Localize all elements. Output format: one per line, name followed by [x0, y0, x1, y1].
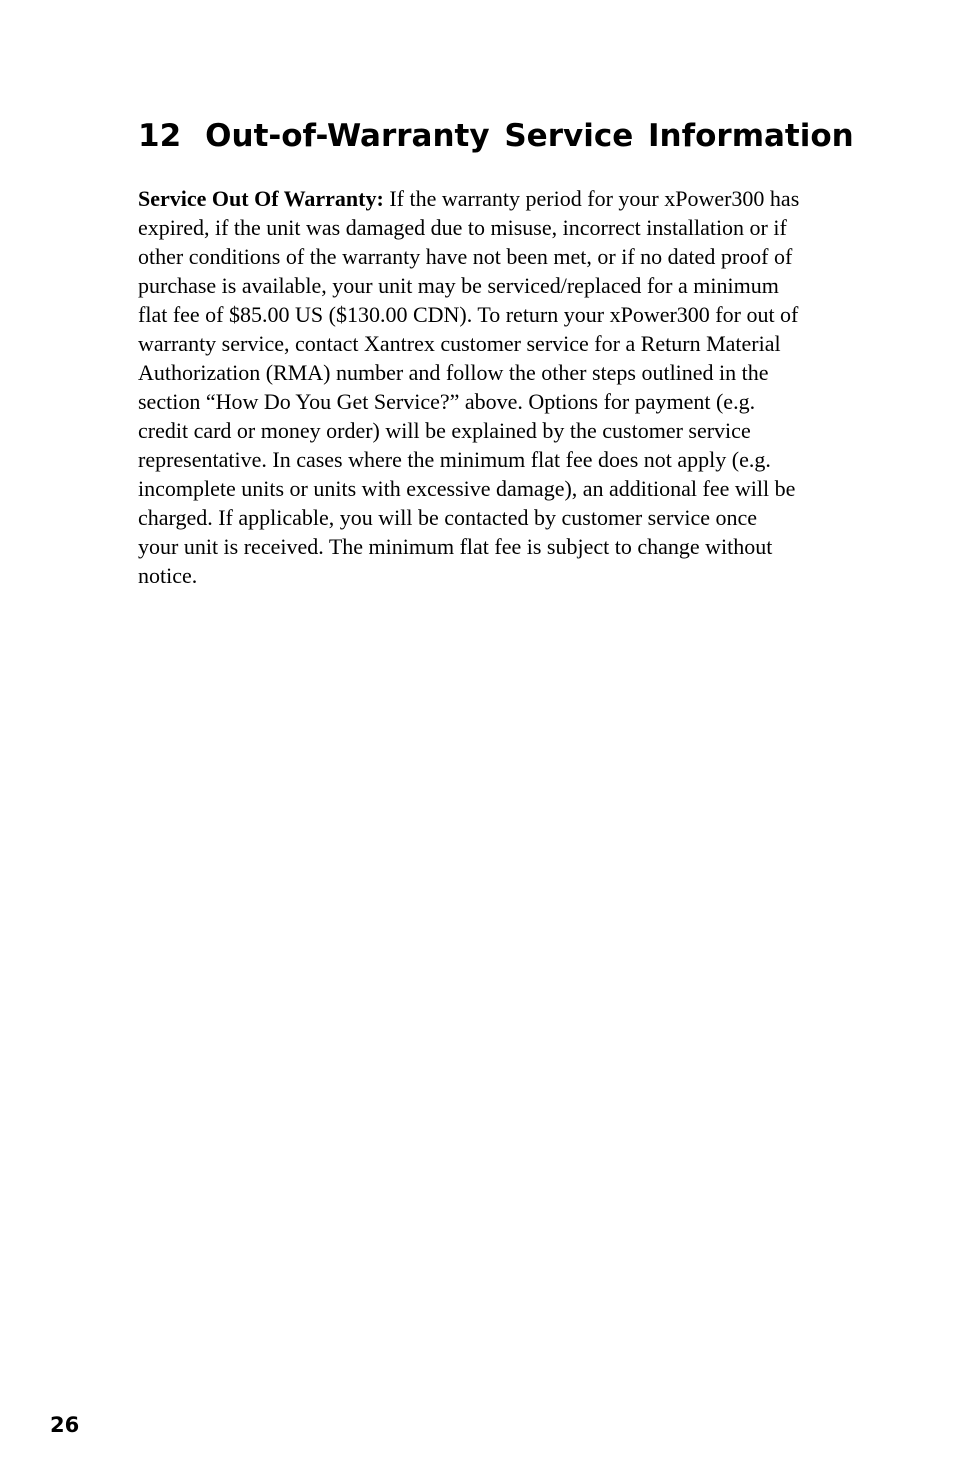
paragraph-line: incomplete units or units with excessive damage), an additional fee will be [138, 476, 796, 501]
paragraph-lead: Service Out Of Warranty: [138, 186, 384, 211]
paragraph-line: Authorization (RMA) number and follow the other steps outlined in the [138, 360, 769, 385]
page-number: 26 [50, 1413, 80, 1437]
paragraph-line: charged. If applicable, you will be contacted by customer service once [138, 505, 758, 530]
paragraph-line: flat fee of $85.00 US ($130.00 CDN). To return your xPower300 for out of [138, 302, 799, 327]
paragraph-line: other conditions of the warranty have not been met, or if no dated proof of [138, 244, 793, 269]
paragraph-line [138, 184, 870, 213]
paragraph-line: purchase is available, your unit may be serviced/replaced for a minimum [138, 273, 779, 298]
paragraph-line: your unit is received. The minimum flat fee is subject to change without [138, 534, 773, 559]
section-title: Out-of-Warranty Service Information [205, 118, 854, 154]
paragraph-line: warranty service, contact Xantrex customer service for a Return Material [138, 331, 781, 356]
section-number: 12 [138, 118, 182, 154]
paragraph-line: representative. In cases where the minimum flat fee does not apply (e.g. [138, 447, 771, 472]
body-paragraph [138, 184, 870, 590]
paragraph-line: expired, if the unit was damaged due to misuse, incorrect installation or if [138, 215, 787, 240]
paragraph-line: credit card or money order) will be explained by the customer service [138, 418, 751, 443]
paragraph-line: section “How Do You Get Service?” above. Options for payment (e.g. [138, 389, 756, 414]
paragraph-line-text: If the warranty period for your xPower300 has [389, 186, 800, 211]
section-heading [138, 112, 854, 160]
paragraph-line: notice. [138, 563, 198, 588]
